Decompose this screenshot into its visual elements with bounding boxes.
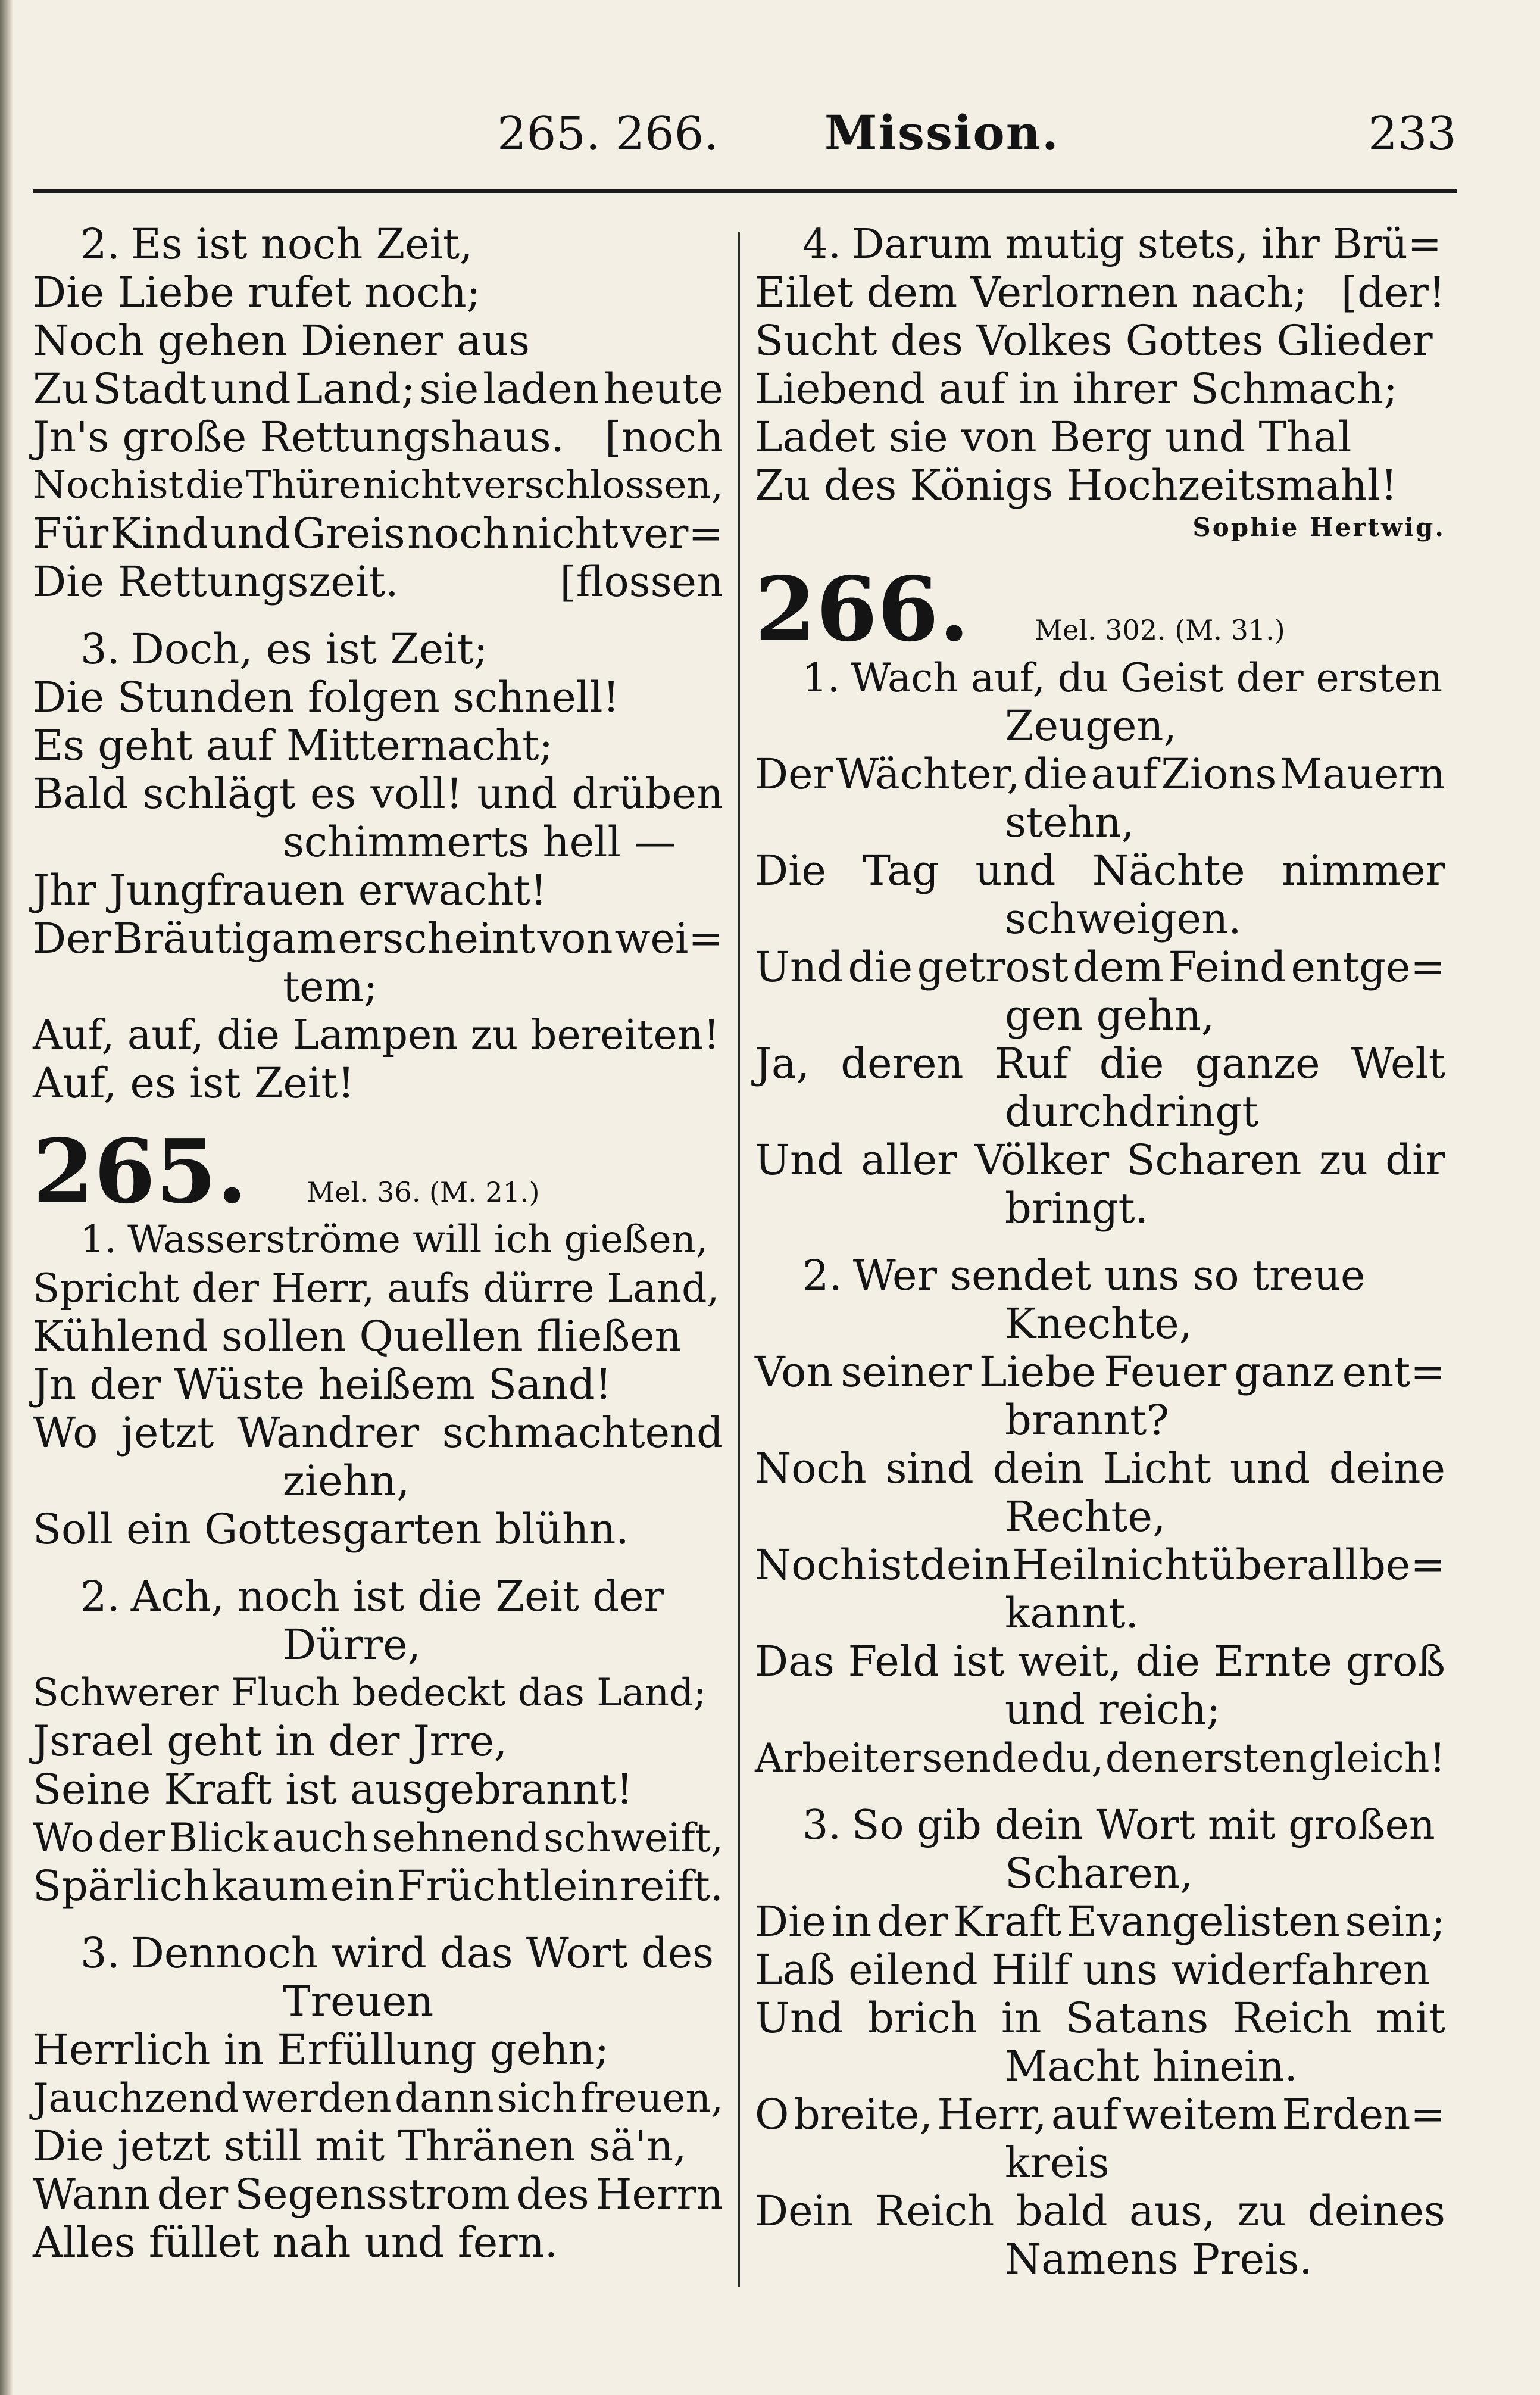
verse-line: Und brich in Satans Reich mit xyxy=(755,1994,1445,2042)
verse-line: Wo der Blick auch sehnend schweift, xyxy=(33,1815,723,1861)
verse-number: 2. xyxy=(80,220,120,269)
verse-line: Schwerer Fluch bedeckt das Land; xyxy=(33,1671,707,1715)
melody-reference: Mel. 302. (M. 31.) xyxy=(1035,614,1285,646)
verse-line: Sucht des Volkes Gottes Glieder xyxy=(755,316,1433,365)
hymn-265-stanza-3 xyxy=(33,1929,723,2267)
verse-line: bringt. xyxy=(1005,1184,1148,1233)
verse-line: Für Kind und Greis noch nicht ver= xyxy=(33,509,723,558)
hymn-265-heading xyxy=(33,1119,723,1223)
verse-line: Bald schlägt es voll! und drüben xyxy=(33,769,723,818)
verse-line: kreis xyxy=(1005,2138,1110,2187)
verse-line: 3. So gib dein Wort mit großen xyxy=(802,1802,1435,1849)
verse-line: und reich; xyxy=(1005,1685,1221,1734)
verse-line: 3. Doch, es ist Zeit; xyxy=(80,625,488,673)
verse-line: 2. Ach, noch ist die Zeit der xyxy=(80,1572,664,1621)
hymn-number: 265. xyxy=(33,1119,248,1223)
verse-line: Jn's große Rettungshaus. [noch xyxy=(33,413,723,461)
page-number: 233 xyxy=(1368,107,1457,161)
verse-line: kannt. xyxy=(1005,1589,1139,1638)
verse-line: Jauchzend werden dann sich freuen, xyxy=(33,2075,723,2121)
verse-line: Jhr Jungfrauen erwacht! xyxy=(33,866,547,915)
verse-number: 2. xyxy=(802,1251,842,1300)
verse-line: Eilet dem Verlornen nach; [der! xyxy=(755,268,1445,317)
verse-line: Auf, es ist Zeit! xyxy=(33,1059,355,1108)
verse-line: Liebend auf in ihrer Schmach; xyxy=(755,364,1398,413)
verse-line: Die Stunden folgen schnell! xyxy=(33,673,620,722)
verse-line: Die Tag und Nächte nimmer xyxy=(755,846,1445,895)
verse-line: Laß eilend Hilf uns widerfahren xyxy=(755,1945,1430,1994)
verse-line: Die jetzt still mit Thränen sä'n, xyxy=(33,2122,687,2171)
verse-number: 4. xyxy=(802,221,841,268)
verse-line: schweigen. xyxy=(1005,894,1242,943)
book-binding-edge xyxy=(0,0,13,2395)
verse-line: Rechte, xyxy=(1005,1492,1166,1541)
verse-number: 1. xyxy=(80,1218,117,1262)
verse-line: Treuen xyxy=(283,1977,434,2026)
verse-3-previous-hymn xyxy=(33,625,723,1108)
verse-line: ziehn, xyxy=(283,1457,410,1505)
verse-line: Zeugen, xyxy=(1005,701,1177,750)
melody-reference: Mel. 36. (M. 21.) xyxy=(307,1176,540,1208)
verse-line: Die Rettungszeit. [flossen xyxy=(33,557,723,606)
column-divider xyxy=(738,232,740,2287)
verse-line: Dein Reich bald aus, zu deines xyxy=(755,2187,1445,2235)
verse-line: Der Bräutigam erscheint von wei= xyxy=(33,914,723,963)
author-attribution: Sophie Hertwig. xyxy=(1192,513,1445,542)
verse-line: Die Liebe rufet noch; xyxy=(33,268,481,317)
verse-line: Zu Stadt und Land; sie laden heute xyxy=(33,364,723,413)
verse-line: Es geht auf Mitternacht; xyxy=(33,721,553,770)
verse-line: 1. Wasserströme will ich gießen, xyxy=(80,1218,708,1262)
verse-line: Die in der Kraft Evangelisten sein; xyxy=(755,1897,1445,1946)
verse-line: 3. Dennoch wird das Wort des xyxy=(80,1929,714,1978)
header-section-title: Mission. xyxy=(824,105,1060,161)
verse-line: Ja, deren Ruf die ganze Welt xyxy=(755,1039,1445,1088)
verse-line: Wo jetzt Wandrer schmachtend xyxy=(33,1408,723,1457)
verse-line: Noch ist dein Heil nicht überall be= xyxy=(755,1540,1445,1589)
verse-line: Kühlend sollen Quellen fließen xyxy=(33,1312,682,1361)
verse-line: Das Feld ist weit, die Ernte groß xyxy=(755,1637,1445,1686)
verse-line: stehn, xyxy=(1005,798,1135,847)
verse-4-previous-hymn xyxy=(755,220,1445,545)
right-column xyxy=(755,220,1445,2284)
verse-line: Und die getrost dem Feind entge= xyxy=(755,943,1445,991)
verse-line: durchdringt xyxy=(1005,1087,1259,1136)
verse-line: Noch sind dein Licht und deine xyxy=(755,1444,1445,1493)
verse-line: Seine Kraft ist ausgebrannt! xyxy=(33,1765,633,1814)
verse-line: Jsrael geht in der Jrre, xyxy=(33,1717,508,1766)
verse-line: O breite, Herr, auf weitem Erden= xyxy=(755,2090,1445,2139)
verse-line: Noch ist die Thüre nicht verschlossen, xyxy=(33,463,723,507)
verse-number: 3. xyxy=(80,1929,120,1978)
verse-line: Und aller Völker Scharen zu dir xyxy=(755,1136,1445,1184)
verse-line: Wann der Segensstrom des Herrn xyxy=(33,2170,723,2219)
verse-2-previous-hymn xyxy=(33,220,723,606)
verse-line: Scharen, xyxy=(1005,1849,1194,1898)
left-column xyxy=(33,220,723,2267)
verse-line: Macht hinein. xyxy=(1005,2042,1298,2091)
hymn-265-stanza-1 xyxy=(33,1216,723,1554)
hymn-265-stanza-2 xyxy=(33,1573,723,1910)
verse-number: 3. xyxy=(802,1802,841,1849)
hymn-266-stanza-3 xyxy=(755,1801,1445,2284)
hymn-266-stanza-1 xyxy=(755,654,1445,1233)
hymn-266-stanza-2 xyxy=(755,1252,1445,1782)
verse-line: brannt? xyxy=(1005,1396,1169,1445)
verse-line: Noch gehen Diener aus xyxy=(33,316,530,365)
verse-line: Namens Preis. xyxy=(1005,2235,1313,2284)
verse-line: Spärlich kaum ein Früchtlein reift. xyxy=(33,1861,723,1910)
verse-line: Soll ein Gottesgarten blühn. xyxy=(33,1505,629,1554)
verse-line: 4. Darum mutig stets, ihr Brü= xyxy=(802,221,1442,268)
verse-number: 1. xyxy=(802,655,840,701)
hymn-266-heading xyxy=(755,557,1445,661)
verse-line: Spricht der Herr, aufs dürre Land, xyxy=(33,1265,720,1311)
verse-line: 2. Es ist noch Zeit, xyxy=(80,220,473,269)
verse-line: Jn der Wüste heißem Sand! xyxy=(33,1360,612,1409)
verse-line: Ladet sie von Berg und Thal xyxy=(755,413,1352,461)
verse-line: Dürre, xyxy=(283,1620,421,1669)
hymn-number: 266. xyxy=(755,557,970,661)
verse-line: Alles füllet nah und fern. xyxy=(33,2218,558,2267)
verse-line: Von seiner Liebe Feuer ganz ent= xyxy=(755,1348,1445,1396)
verse-line: Zu des Königs Hochzeitsmahl! xyxy=(755,461,1398,510)
verse-number: 2. xyxy=(80,1572,120,1621)
verse-line: Der Wächter, die auf Zions Mauern xyxy=(755,750,1445,799)
verse-line: gen gehn, xyxy=(1005,991,1215,1040)
verse-line: 1. Wach auf, du Geist der ersten xyxy=(802,655,1443,701)
verse-line: Herrlich in Erfüllung gehn; xyxy=(33,2025,609,2074)
page-header xyxy=(33,89,1457,185)
verse-line: 2. Wer sendet uns so treue xyxy=(802,1251,1366,1300)
verse-line: Arbeiter sende du, den ersten gleich! xyxy=(755,1735,1445,1781)
verse-line: Knechte, xyxy=(1005,1299,1192,1348)
header-hymn-numbers: 265. 266. xyxy=(497,107,719,161)
verse-line: Auf, auf, die Lampen zu bereiten! xyxy=(33,1012,720,1059)
verse-line: tem; xyxy=(283,962,378,1011)
header-rule xyxy=(33,189,1457,193)
verse-number: 3. xyxy=(80,625,120,673)
verse-line: schimmerts hell — xyxy=(283,818,676,866)
